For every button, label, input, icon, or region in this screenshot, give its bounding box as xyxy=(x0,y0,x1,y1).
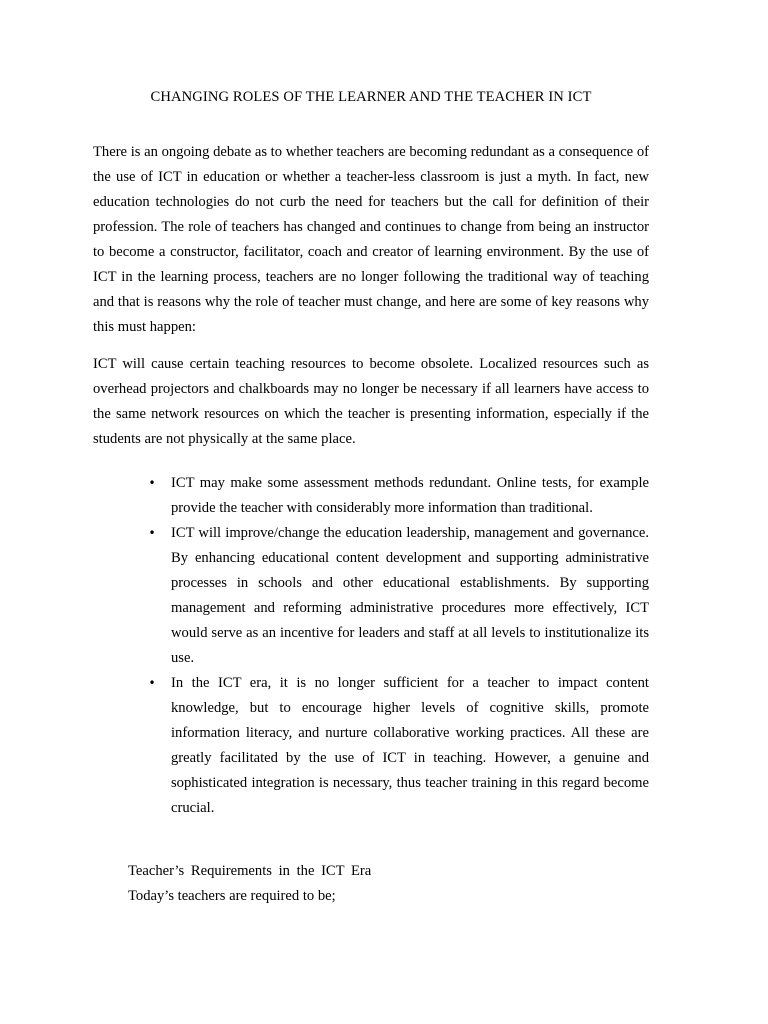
section-heading: Teacher’s Requirements in the ICT Era xyxy=(128,863,372,879)
bullet-list xyxy=(148,471,649,821)
bullet-icon: • xyxy=(148,526,156,540)
section-intro: Today’s teachers are required to be; xyxy=(128,888,336,904)
paragraph-intro: There is an ongoing debate as to whether teachers are becoming redundant as a consequence of the use of ICT in education or whether a teacher-less classroom is just a myth. In fact, new education technologies do not curb the need for teachers but the call for definition of their profession. The role of teachers has changed and continues to change from being an instructor to become a constructor, facilitator, coach and creator of learning environment. By the use of ICT in the learning process, teachers are no longer following the traditional way of teaching and that is reasons why the role of teacher must change, and here are some of key reasons why this must happen: xyxy=(93,144,649,335)
list-item xyxy=(148,521,649,671)
paragraph-resources: ICT will cause certain teaching resources to become obsolete. Localized resources such as overhead projectors and chalkboards may no longer be necessary if all learners have access to the same network resources on which the teacher is presenting information, especially if the students are not physically at the same place. xyxy=(93,356,649,447)
list-item-text: In the ICT era, it is no longer sufficient for a teacher to impact content knowledge, but to encourage higher levels of cognitive skills, promote information literacy, and nurture collaborative working practices. All these are greatly facilitated by the use of ICT in teaching. However, a genuine and sophisticated integration is necessary, thus teacher training in this regard become crucial. xyxy=(171,675,649,816)
list-item xyxy=(148,471,649,521)
list-item-text: ICT may make some assessment methods redundant. Online tests, for example provide the teacher with considerably more information than traditional. xyxy=(171,475,649,516)
bullet-icon: • xyxy=(148,676,156,690)
list-item xyxy=(148,671,649,821)
bullet-icon: • xyxy=(148,476,156,490)
document-title: CHANGING ROLES OF THE LEARNER AND THE TEACHER IN ICT xyxy=(150,89,592,105)
list-item-text: ICT will improve/change the education leadership, management and governance. By enhancing educational content development and supporting administrative processes in schools and other educational establishments. By supporting management and reforming administrative procedures more effectively, ICT would serve as an incentive for leaders and staff at all levels to institutionalize its use. xyxy=(171,525,649,666)
